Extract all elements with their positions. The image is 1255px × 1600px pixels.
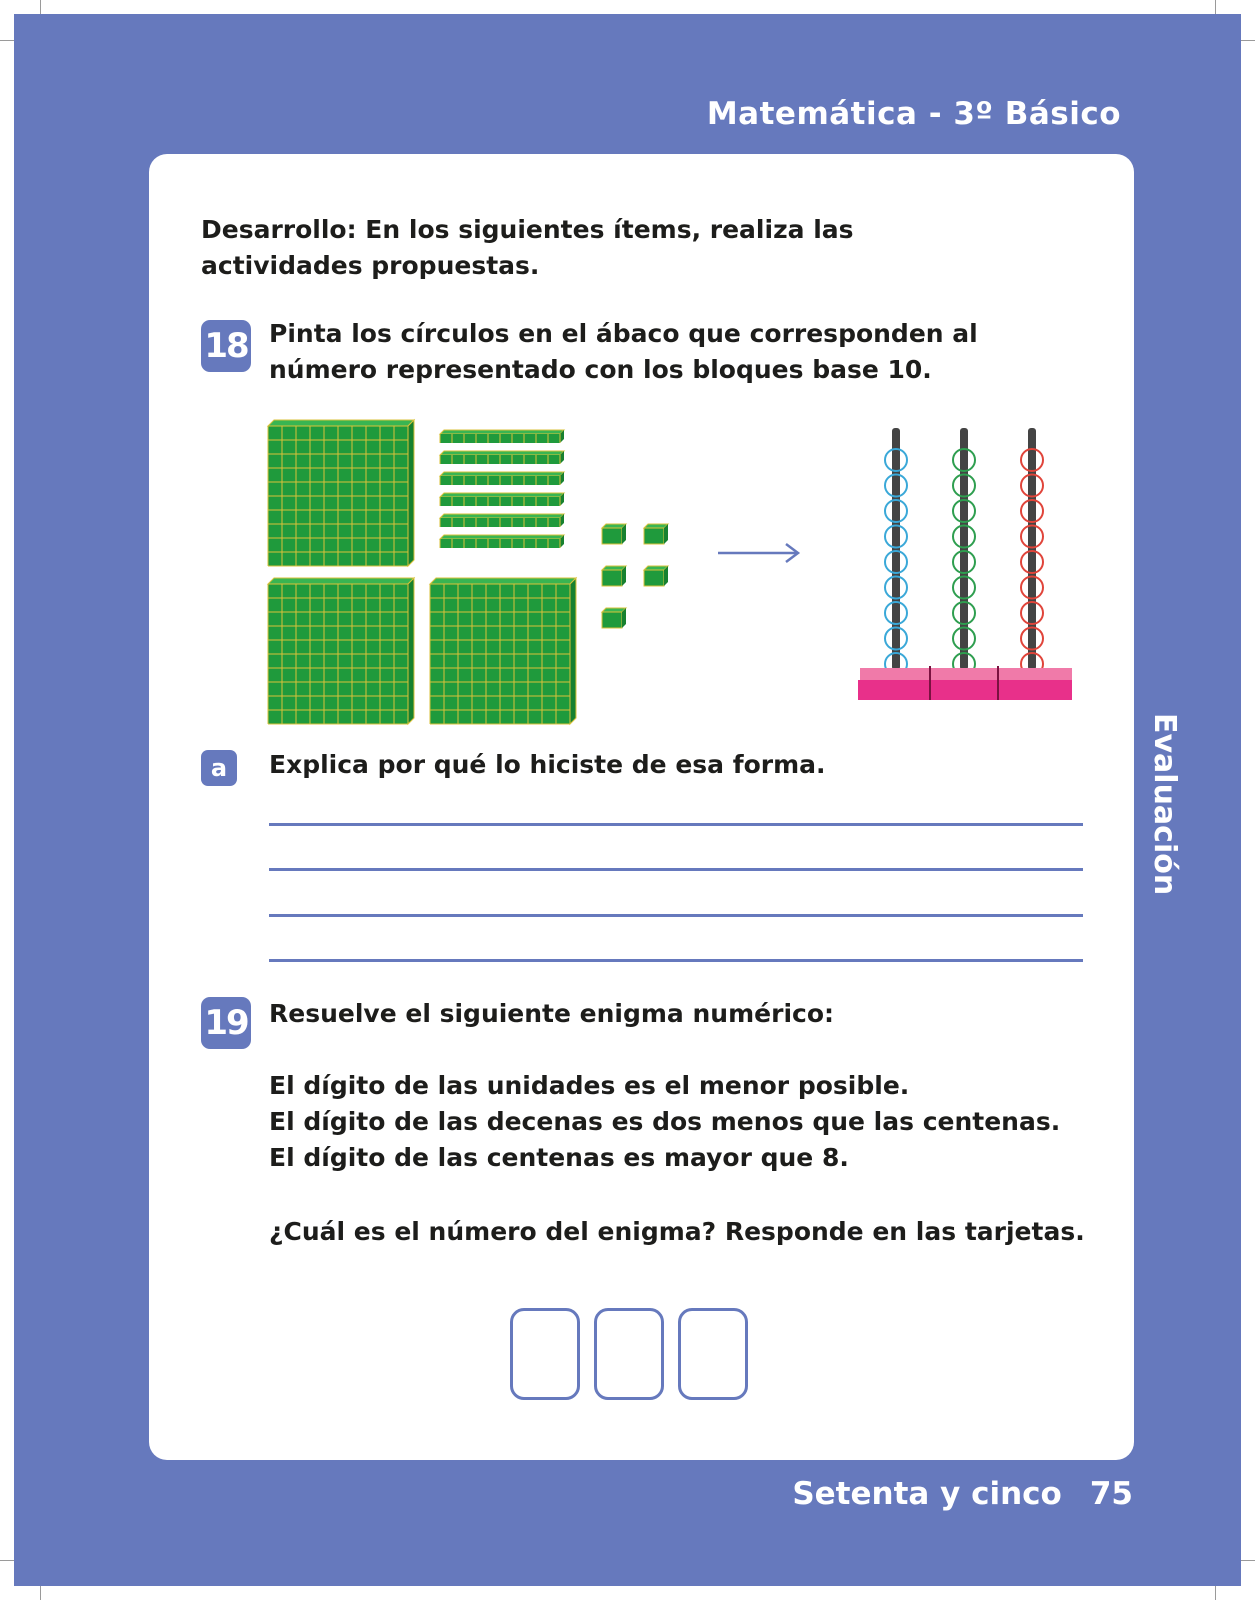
page-number-words: Setenta y cinco xyxy=(792,1476,1062,1512)
answer-card-unidades[interactable] xyxy=(678,1308,748,1400)
question-18-line-2: número representado con los bloques base 10. xyxy=(269,355,932,384)
riddle-clue-1: El dígito de las unidades es el menor posible. xyxy=(269,1071,910,1100)
page-header-title: Matemática - 3º Básico xyxy=(706,96,1121,132)
answer-line[interactable] xyxy=(269,868,1083,871)
riddle-question: ¿Cuál es el número del enigma? Responde en las tarjetas. xyxy=(269,1217,1085,1246)
question-number-badge: 19 xyxy=(201,997,251,1049)
riddle-clue-2: El dígito de las decenas es dos menos que las centenas. xyxy=(269,1107,1061,1136)
abacus-rod xyxy=(892,428,900,670)
answer-card-centenas[interactable] xyxy=(510,1308,580,1400)
instructions-line-1: Desarrollo: En los siguientes ítems, realiza las xyxy=(201,215,854,244)
riddle-clue-3: El dígito de las centenas es mayor que 8. xyxy=(269,1143,849,1172)
answer-line[interactable] xyxy=(269,959,1083,962)
page-number: 75 xyxy=(1089,1476,1133,1512)
question-19-prompt: Resuelve el siguiente enigma numérico: xyxy=(269,999,835,1028)
sub-question-letter-badge: a xyxy=(201,750,237,786)
abacus-rod xyxy=(1028,428,1036,670)
answer-card-decenas[interactable] xyxy=(594,1308,664,1400)
question-number-badge: 18 xyxy=(201,320,251,372)
instructions-line-2: actividades propuestas. xyxy=(201,251,540,280)
answer-line[interactable] xyxy=(269,914,1083,917)
section-tab-label: Evaluación xyxy=(1147,713,1182,896)
answer-line[interactable] xyxy=(269,823,1083,826)
question-18-line-1: Pinta los círculos en el ábaco que corresponden al xyxy=(269,319,978,348)
abacus-base xyxy=(858,666,1072,700)
abacus-rod xyxy=(960,428,968,670)
sub-question-a-prompt: Explica por qué lo hiciste de esa forma. xyxy=(269,750,826,779)
